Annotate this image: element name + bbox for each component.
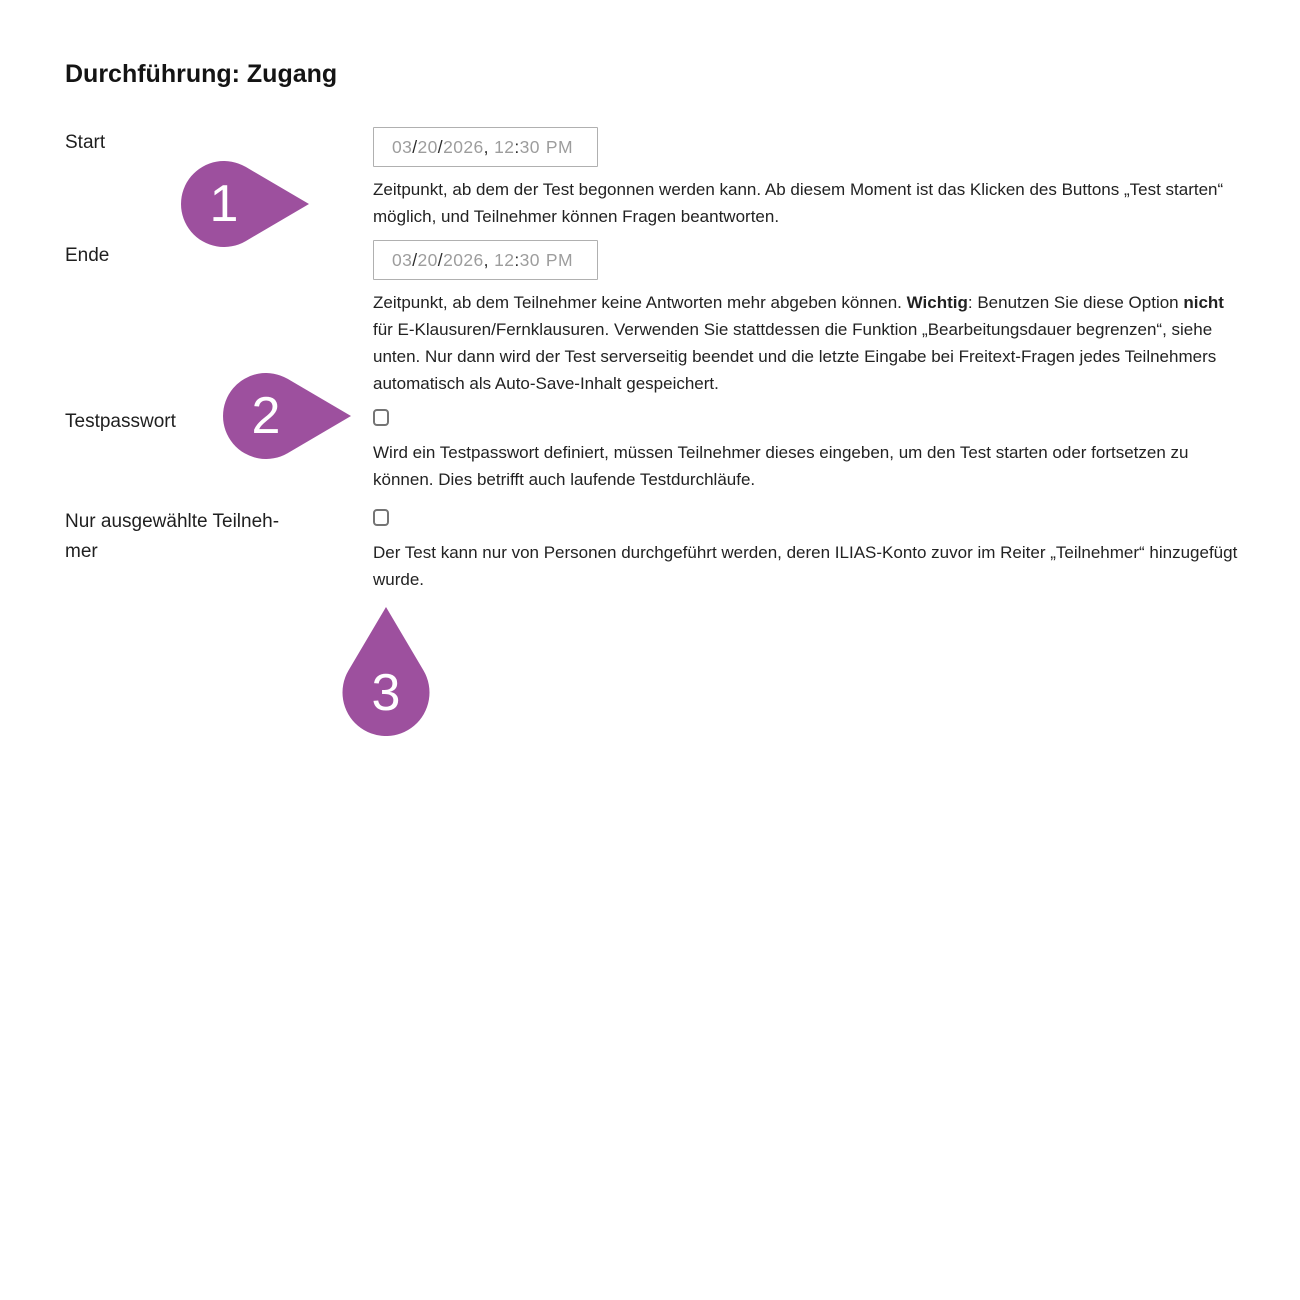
year-segment: 2026: [443, 249, 484, 270]
group-separator: ,: [483, 249, 495, 270]
group-separator: ,: [483, 136, 495, 157]
field-description-nur-ausgewaehlte-teilnehmer: [373, 539, 1245, 593]
meridiem-segment: PM: [545, 249, 573, 270]
field-label-start: Start: [65, 132, 106, 153]
page-title: Durchführung: Zugang: [65, 60, 338, 88]
start-datetime-input[interactable]: [373, 127, 598, 167]
year-segment: 2026: [443, 136, 484, 157]
meridiem-segment: PM: [545, 136, 573, 157]
date-separator: /: [412, 136, 418, 157]
field-label-nur-ausgewaehlte-teilnehmer: Nur ausgewählte Teilnehmer: [65, 511, 280, 562]
description-text: für E-Klausuren/Fernklausuren. Verwenden Sie stattdessen die Funktion „Bearbeitungsdauer begrenzen“, siehe unten. Nur dann wird der Test serverseitig beendet und die letzte Eingabe bei Freitext-Fragen jedes Teilnehmers automatisch als Auto-Save-Inhalt gespeichert.: [373, 320, 1217, 393]
field-description-start: [373, 176, 1245, 230]
hour-segment: 12: [494, 136, 515, 157]
hour-segment: 12: [494, 249, 515, 270]
field-description-testpasswort: [373, 439, 1245, 493]
time-separator: :: [514, 136, 520, 157]
marker-number: 1: [209, 175, 239, 233]
field-content-testpasswort: [373, 406, 1245, 493]
field-label-testpasswort: Testpasswort: [65, 411, 176, 432]
date-separator: /: [437, 136, 444, 157]
field-description-ende: [373, 289, 1245, 397]
testpasswort-checkbox[interactable]: [373, 409, 389, 426]
marker-number: 2: [251, 387, 281, 445]
annotation-marker-3: [342, 606, 430, 736]
ende-datetime-input[interactable]: [373, 240, 598, 280]
description-text: Wird ein Testpasswort definiert, müssen Teilnehmer dieses eingeben, um den Test starten oder fortsetzen zu können. Dies betrifft auch laufende Testdurchläufe.: [373, 443, 1189, 489]
settings-page: [0, 0, 1300, 593]
month-segment: 03: [392, 136, 413, 157]
description-text: Der Test kann nur von Personen durchgeführt werden, deren ILIAS-Konto zuvor im Reiter „Teilnehmer“ hinzugefügt wurde.: [373, 543, 1238, 589]
annotation-marker-2: [223, 373, 351, 459]
minute-segment: 30: [519, 249, 540, 270]
field-content-start: [373, 127, 1245, 230]
description-text: : Benutzen Sie diese Option: [967, 293, 1184, 312]
form-row-nur-ausgewaehlte-teilnehmer: [65, 506, 1245, 593]
month-segment: 03: [392, 249, 413, 270]
description-text: Zeitpunkt, ab dem Teilnehmer keine Antworten mehr abgeben können.: [373, 293, 907, 312]
description-bold-text: nicht: [1183, 293, 1224, 312]
description-text: Zeitpunkt, ab dem der Test begonnen werden kann. Ab diesem Moment ist das Klicken des Buttons „Test starten“ möglich, und Teilnehmer können Fragen beantworten.: [373, 180, 1224, 226]
description-bold-text: Wichtig: [906, 293, 968, 312]
field-content-nur-ausgewaehlte-teilnehmer: [373, 506, 1245, 593]
date-separator: /: [437, 249, 444, 270]
field-label-ende: Ende: [65, 245, 110, 266]
nur-ausgewaehlte-teilnehmer-checkbox[interactable]: [373, 509, 389, 526]
annotation-marker-1: [181, 161, 309, 247]
day-segment: 20: [417, 136, 438, 157]
time-separator: :: [514, 249, 520, 270]
marker-number: 3: [371, 664, 401, 722]
date-separator: /: [412, 249, 418, 270]
field-content-ende: [373, 240, 1245, 397]
day-segment: 20: [417, 249, 438, 270]
minute-segment: 30: [519, 136, 540, 157]
